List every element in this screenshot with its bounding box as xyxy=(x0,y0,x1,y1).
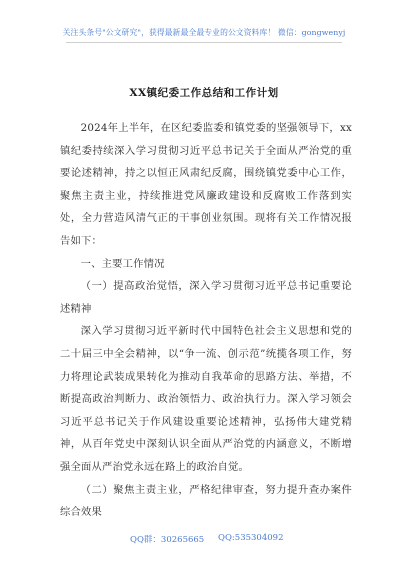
subsection-heading-1: （一）提高政治觉悟，深入学习贯彻习近平总书记重要论述精神 xyxy=(60,280,352,315)
footer-qq-group: QQ群：30265665 xyxy=(130,535,205,545)
footer-qq-contact: QQ:535304092 xyxy=(218,533,284,543)
header-note: 关注头条号"公文研究"，获得最新最全最专业的公文资料库！ 微信：gongwenyj xyxy=(62,28,346,37)
document-body xyxy=(60,117,352,524)
intro-paragraph: 2024年上半年，在区纪委监委和镇党委的坚强领导下，xx镇纪委持续深入学习贯彻习近平总书记关于全面从严治党的重要论述精神，持之以恒正风肃纪反腐，围绕镇党委中心工作，聚焦主责主业，持续推进党风廉政建设和反腐败工作落到实处，全力营造风清气正的干事创业氛围。现将有关工作情况报告如下： xyxy=(60,122,352,247)
header-divider xyxy=(66,42,342,43)
document-title: XX镇纪委工作总结和工作计划 xyxy=(129,87,279,99)
subsection-heading-2: （二）聚焦主责主业，严格纪律审查，努力提升查办案件综合效果 xyxy=(60,483,352,519)
section-heading-1: 一、主要工作情况 xyxy=(80,257,165,270)
body-paragraph-1: 深入学习贯彻习近平新时代中国特色社会主义思想和党的二十届三中全会精神，以“争一流、创示范”统揽各项工作，努力将理论武装成果转化为推动自我革命的思路方法、举措，不断提高政治判断力、政治领悟力、政治执行力。深入学习领会习近平总书记关于作风建设重要论述精神，弘扬伟大建党精神，从百年党史中深刻认识全面从严治党的内涵意义，不断增强全面从严治党永远在路上的政治自觉。 xyxy=(60,325,352,473)
